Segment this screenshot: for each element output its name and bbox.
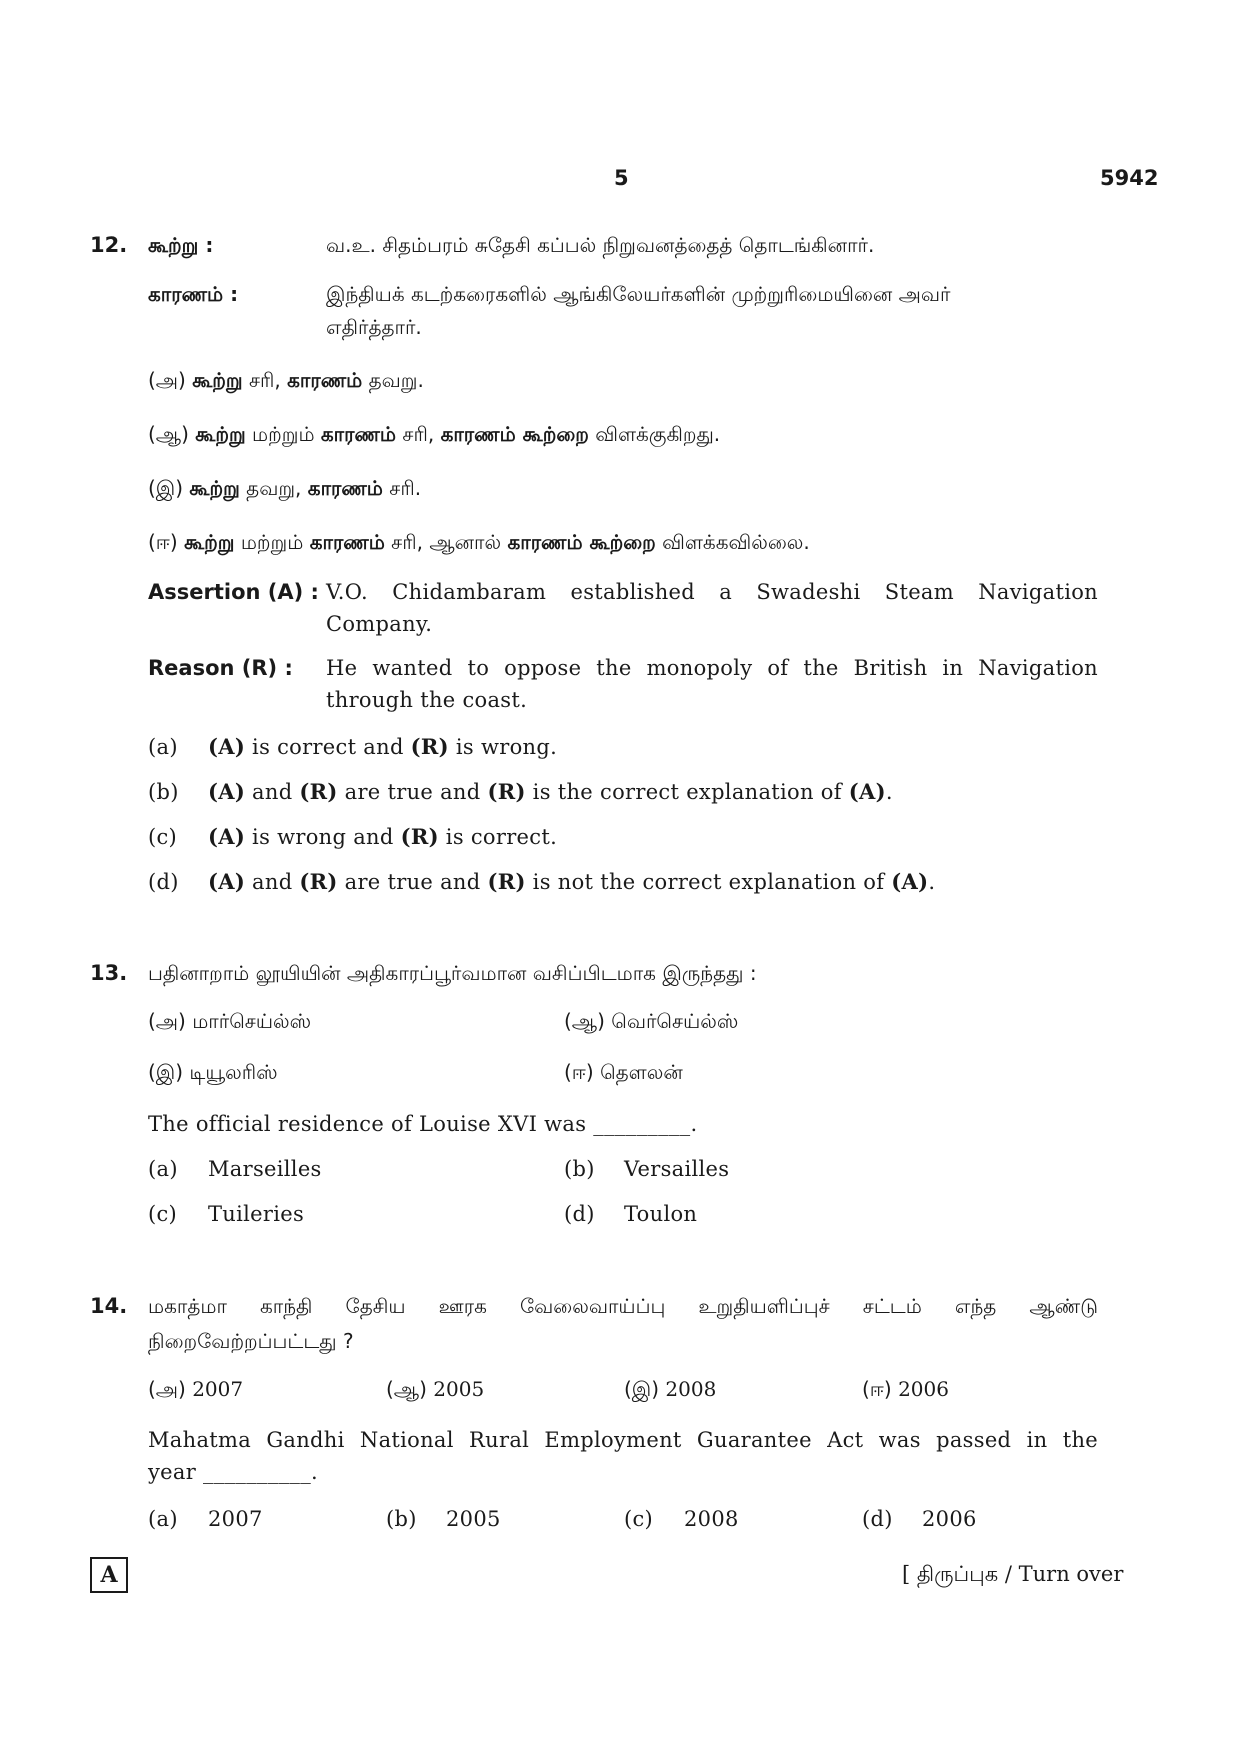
bold-ref: (R)	[400, 824, 439, 849]
en-reason-line-2: through the coast.	[326, 688, 528, 712]
option-marker: (ஆ)	[564, 1009, 605, 1033]
option-marker: (b)	[386, 1507, 417, 1531]
option-text: மற்றும்	[234, 530, 310, 554]
option-text: டியூலரிஸ்	[189, 1060, 278, 1084]
option-marker: (ஈ)	[862, 1377, 892, 1401]
option-text: சரி.	[382, 476, 422, 500]
en-option-a	[148, 734, 557, 759]
bold-ref: (A)	[208, 779, 246, 804]
en-assertion-label: Assertion (A) :	[148, 580, 319, 604]
option-text: is wrong and	[245, 825, 401, 849]
option-marker: (d)	[862, 1507, 893, 1531]
option-marker: (ஆ)	[148, 422, 189, 446]
option-marker: (அ)	[148, 368, 186, 392]
option-marker: (ஈ)	[564, 1060, 594, 1084]
option-text: .	[928, 870, 936, 894]
option-marker: (c)	[624, 1507, 654, 1531]
paper-code: 5942	[1100, 166, 1159, 190]
option-text: 2006	[922, 1507, 977, 1531]
option-text: is correct.	[438, 825, 558, 849]
option-text: சரி,	[242, 368, 288, 392]
option-text: is the correct explanation of	[525, 780, 849, 804]
ta-option-a	[148, 368, 424, 395]
bold-ref: (R)	[410, 734, 449, 759]
bold-ref: (A)	[208, 869, 246, 894]
option-text: தௌலன்	[600, 1060, 683, 1084]
option-text: is not the correct explanation of	[525, 870, 892, 894]
keyword: காரணம்	[320, 422, 397, 446]
option-marker: (d)	[148, 870, 179, 894]
option-marker: (ஈ)	[148, 530, 178, 554]
en-option-d	[148, 869, 935, 894]
bold-ref: (R)	[487, 869, 526, 894]
ta-option-b	[386, 1377, 484, 1404]
option-marker: (a)	[148, 1157, 178, 1181]
ta-option-d	[148, 530, 810, 557]
bold-ref: (A)	[891, 869, 929, 894]
bold-ref: (A)	[208, 734, 246, 759]
option-marker: (a)	[148, 1507, 178, 1531]
option-text: சரி,	[396, 422, 441, 446]
en-option-c	[624, 1507, 739, 1531]
bold-ref: (R)	[299, 779, 338, 804]
option-text: வெர்செய்ல்ஸ்	[611, 1009, 739, 1033]
option-marker: (c)	[148, 1202, 178, 1226]
ta-assertion-text: வ.உ. சிதம்பரம் சுதேசி கப்பல் நிறுவனத்தைத் தொடங்கினார்.	[326, 233, 875, 257]
en-question: The official residence of Louise XVI was _________.	[148, 1112, 698, 1136]
bold-ref: (A)	[848, 779, 886, 804]
option-text: விளக்கவில்லை.	[655, 530, 810, 554]
keyword: காரணம் கூற்றை	[440, 422, 589, 446]
option-text: 2005	[446, 1507, 501, 1531]
option-marker: (இ)	[624, 1377, 660, 1401]
option-text: 2005	[433, 1377, 485, 1401]
en-option-a	[148, 1507, 263, 1531]
ta-option-b	[148, 422, 720, 449]
en-option-b	[564, 1157, 729, 1181]
option-text: Tuileries	[208, 1202, 305, 1226]
series-letter-box: A	[90, 1557, 128, 1593]
ta-reason-label: காரணம் :	[148, 282, 239, 306]
ta-question: பதினாறாம் லூயியின் அதிகாரப்பூர்வமான வசிப்பிடமாக இருந்தது :	[148, 961, 757, 985]
ta-option-d	[564, 1060, 683, 1087]
question-number: 13.	[90, 961, 128, 985]
en-option-b	[386, 1507, 501, 1531]
option-text: Versailles	[624, 1157, 730, 1181]
bold-ref: (R)	[299, 869, 338, 894]
en-assertion-line-1: V.O. Chidambaram established a Swadeshi Steam Navigation	[326, 580, 1098, 604]
option-text: 2007	[208, 1507, 263, 1531]
keyword: காரணம்	[307, 476, 383, 500]
option-text: மார்செய்ல்ஸ்	[192, 1009, 312, 1033]
turn-over-note: [ திருப்புக / Turn over	[902, 1562, 1124, 1586]
bold-ref: (R)	[487, 779, 526, 804]
keyword: கூற்று	[195, 422, 246, 446]
option-marker: (b)	[564, 1157, 595, 1181]
ta-assertion-label: கூற்று :	[148, 233, 214, 257]
option-text: are true and	[337, 870, 488, 894]
keyword: கூற்று	[189, 476, 240, 500]
option-text: Toulon	[624, 1202, 698, 1226]
option-marker: (b)	[148, 780, 179, 804]
option-text: 2007	[192, 1377, 244, 1401]
keyword: கூற்று	[184, 530, 235, 554]
en-option-b	[148, 779, 893, 804]
ta-option-a	[148, 1009, 311, 1036]
ta-option-d	[862, 1377, 949, 1404]
option-text: is wrong.	[448, 735, 558, 759]
ta-option-b	[564, 1009, 738, 1036]
ta-option-a	[148, 1377, 243, 1404]
option-text: 2006	[898, 1377, 949, 1401]
ta-option-c	[148, 1060, 278, 1087]
question-number: 12.	[90, 233, 128, 257]
option-text: and	[245, 780, 300, 804]
option-text: மற்றும்	[245, 422, 321, 446]
en-option-a	[148, 1157, 322, 1181]
option-text: 2008	[665, 1377, 717, 1401]
keyword: காரணம்	[309, 530, 385, 554]
option-marker: (அ)	[148, 1009, 186, 1033]
option-text: விளக்குகிறது.	[588, 422, 721, 446]
bold-ref: (A)	[208, 824, 246, 849]
en-option-c	[148, 1202, 304, 1226]
ta-question-line-2: நிறைவேற்றப்பட்டது ?	[148, 1329, 354, 1353]
option-text: தவறு,	[239, 476, 308, 500]
ta-option-c	[148, 476, 421, 503]
option-marker: (a)	[148, 735, 178, 759]
option-text: தவறு.	[362, 368, 424, 392]
en-option-d	[862, 1507, 977, 1531]
page-number: 5	[614, 166, 629, 190]
option-text: சரி, ஆனால்	[384, 530, 508, 554]
en-assertion-line-2: Company.	[326, 612, 433, 636]
en-question-line-1: Mahatma Gandhi National Rural Employment Guarantee Act was passed in the	[148, 1428, 1098, 1452]
en-option-d	[564, 1202, 697, 1226]
en-question-line-2: year __________.	[148, 1460, 319, 1484]
option-text: is correct and	[245, 735, 411, 759]
option-text: are true and	[337, 780, 488, 804]
ta-reason-line-2: எதிர்த்தார்.	[326, 315, 422, 339]
option-marker: (அ)	[148, 1377, 186, 1401]
option-marker: (இ)	[148, 1060, 184, 1084]
keyword: காரணம் கூற்றை	[507, 530, 656, 554]
option-marker: (c)	[148, 825, 178, 849]
option-marker: (d)	[564, 1202, 595, 1226]
en-option-c	[148, 824, 557, 849]
ta-question-line-1: மகாத்மா காந்தி தேசிய ஊரக வேலைவாய்ப்பு உறுதியளிப்புச் சட்டம் எந்த ஆண்டு	[148, 1294, 1098, 1318]
ta-option-c	[624, 1377, 716, 1404]
ta-reason-line-1: இந்தியக் கடற்கரைகளில் ஆங்கிலேயர்களின் முற்றுரிமையினை அவர்	[326, 282, 951, 306]
option-text: Marseilles	[208, 1157, 322, 1181]
en-reason-line-1: He wanted to oppose the monopoly of the British in Navigation	[326, 656, 1098, 680]
keyword: கூற்று	[192, 368, 243, 392]
option-marker: (இ)	[148, 476, 184, 500]
option-text: 2008	[684, 1507, 739, 1531]
question-number: 14.	[90, 1294, 128, 1318]
option-marker: (ஆ)	[386, 1377, 427, 1401]
option-text: .	[885, 780, 893, 804]
keyword: காரணம்	[287, 368, 363, 392]
option-text: and	[245, 870, 300, 894]
en-reason-label: Reason (R) :	[148, 656, 293, 680]
